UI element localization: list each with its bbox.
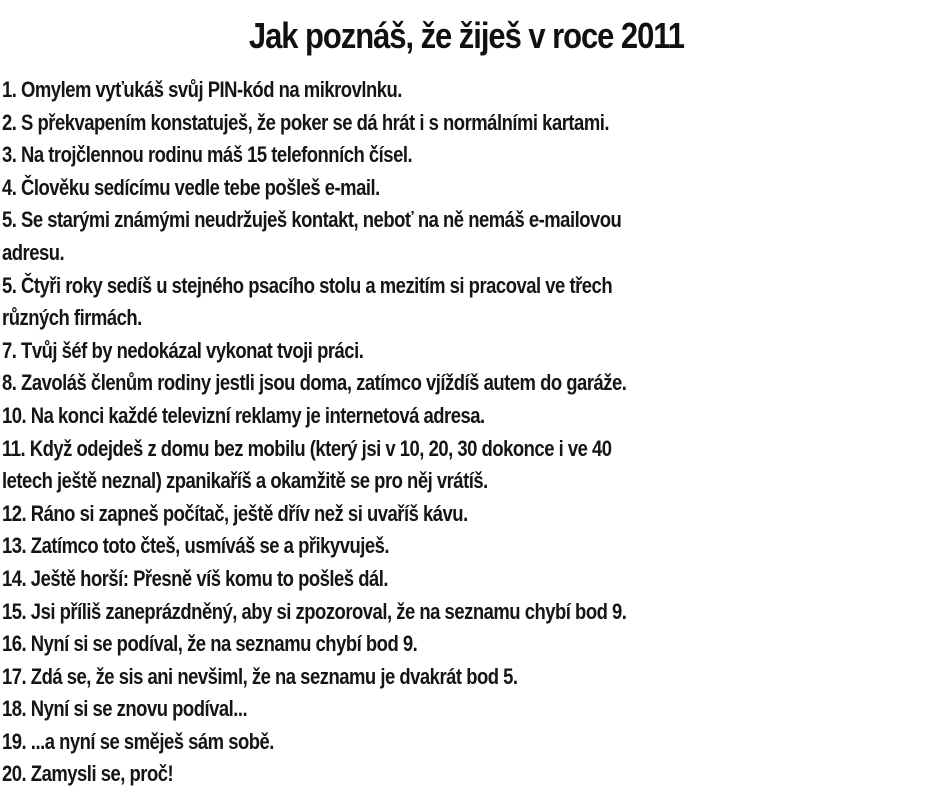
list-item: 1. Omylem vyťukáš svůj PIN-kód na mikrovlnku. [2, 77, 402, 102]
list-item: 19. ...a nyní se směješ sám sobě. [2, 728, 274, 754]
list-item: 16. Nyní si se podíval, že na seznamu chybí bod 9. [2, 631, 418, 657]
list-item: 17. Zdá se, že sis ani nevšiml, že na seznamu je dvakrát bod 5. [2, 663, 518, 689]
joke-list [2, 74, 871, 791]
list-item: 8. Zavoláš členům rodiny jestli jsou doma, zatímco vjíždíš autem do garáže. [2, 370, 627, 396]
list-item: 5. Čtyři roky sedíš u stejného psacího stolu a mezitím si pracoval ve třech [2, 272, 613, 298]
list-item-continuation: různých firmách. [2, 305, 142, 331]
list-item: 11. Když odejdeš z domu bez mobilu (který jsi v 10, 20, 30 dokonce i ve 40 [2, 435, 612, 461]
list-item: 5. Se starými známými neudržuješ kontakt, neboť na ně nemáš e-mailovou [2, 207, 622, 233]
list-item: 10. Na konci každé televizní reklamy je internetová adresa. [2, 402, 485, 428]
list-item: 3. Na trojčlennou rodinu máš 15 telefonních čísel. [2, 142, 413, 168]
list-item: 15. Jsi příliš zaneprázdněný, aby si zpozoroval, že na seznamu chybí bod 9. [2, 598, 627, 624]
list-item-continuation: adresu. [2, 239, 65, 265]
list-item: 18. Nyní si se znovu podíval... [2, 696, 248, 722]
list-item: 4. Člověku sedícímu vedle tebe pošleš e-mail. [2, 174, 380, 200]
list-item: 13. Zatímco toto čteš, usmíváš se a přikyvuješ. [2, 533, 390, 559]
list-item: 12. Ráno si zapneš počítač, ještě dřív než si uvaříš kávu. [2, 500, 468, 526]
list-item: 20. Zamysli se, proč! [2, 761, 174, 787]
list-item: 2. S překvapením konstatuješ, že poker se dá hrát i s normálními kartami. [2, 109, 610, 135]
list-item: 14. Ještě horší: Přesně víš komu to pošleš dál. [2, 565, 389, 591]
page-title: Jak poznáš, že žiješ v roce 2011 [248, 15, 684, 56]
list-item: 7. Tvůj šéf by nedokázal vykonat tvoji práci. [2, 337, 364, 363]
list-item-continuation: letech ještě neznal) zpanikaříš a okamžitě se pro něj vrátíš. [2, 468, 488, 494]
